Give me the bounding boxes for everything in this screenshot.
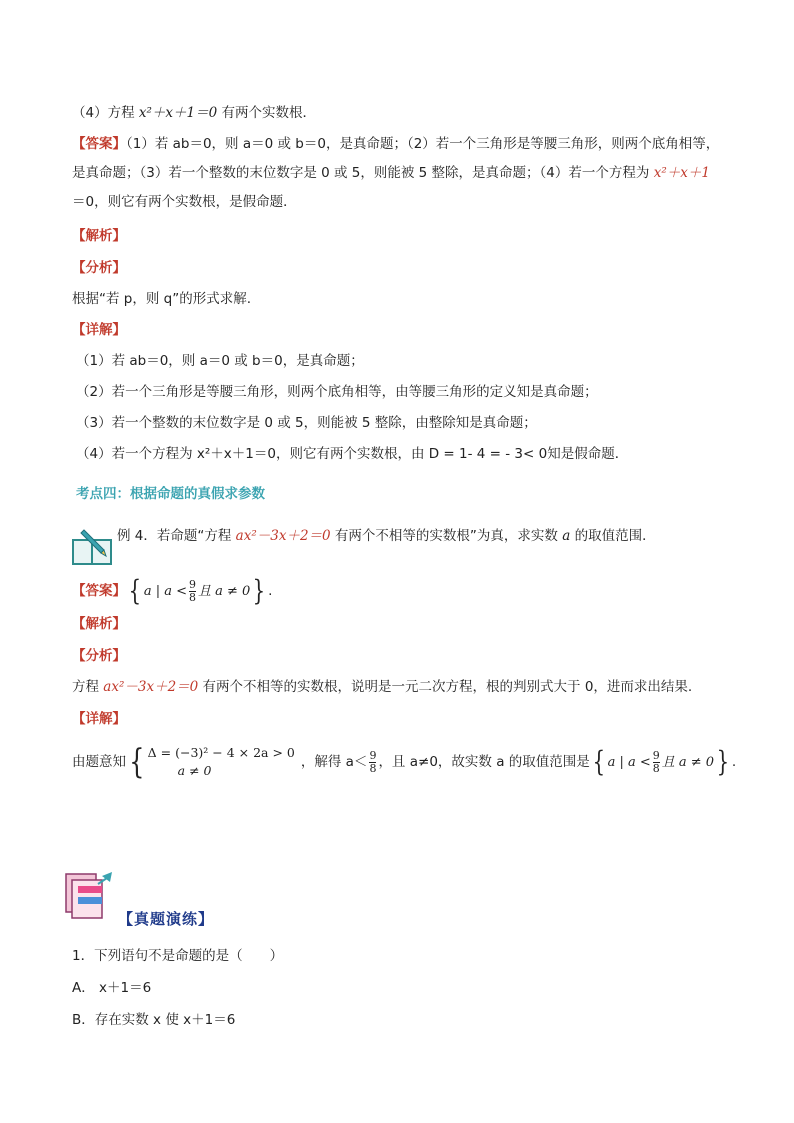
system-row-1: Δ = (−3)² − 4 × 2a > 0 — [147, 745, 295, 760]
answer2-fraction — [189, 579, 196, 604]
example-4-tail2: 的取值范围． — [570, 528, 656, 544]
fenxi-tag: 【分析】 — [72, 260, 126, 276]
system-row-2: a ≠ 0 — [177, 763, 212, 778]
fenxi2-line — [72, 677, 732, 697]
jiexi-tag: 【解析】 — [72, 228, 126, 244]
example-4-line — [117, 526, 737, 546]
fenxi2-a: 方程 — [72, 679, 104, 695]
section-title: 考点四：根据命题的真假求参数 — [76, 486, 265, 502]
detail2-fraction — [369, 750, 376, 775]
example-4-label: 例 4．若命题“方程 — [117, 528, 236, 544]
fraction-denominator: 8 — [652, 761, 660, 775]
exam-papers-icon — [64, 870, 116, 924]
detail2-line — [72, 742, 737, 786]
answer-text-3: ＝0，则它有两个实数根，是假命题． — [72, 194, 297, 210]
detail-1: （1）若 ab＝0，则 a＝0 或 b＝0，是真命题； — [76, 353, 364, 369]
equation-system — [148, 744, 295, 780]
fenxi-text: 根据“若 p，则 q”的形式求解. — [72, 291, 251, 307]
answer2-tag: 【答案】 — [72, 583, 126, 599]
detail-4: （4）若一个方程为 x²＋x＋1＝0，则它有两个实数根，由 D = 1- 4 = - 3< 0知是假命题． — [76, 446, 629, 462]
left-brace-icon: { — [128, 574, 142, 607]
answer2-set-right: 且 a ≠ 0 — [198, 584, 251, 599]
item-4-label: （4）方程 — [72, 105, 139, 121]
fenxi2-b: 有两个不相等的实数根，说明是一元二次方程，根的判别式大于 0，进而求出结果. — [198, 679, 693, 695]
answer-equation: x²＋x＋1 — [653, 165, 710, 181]
option-a-text: A． x＋1＝6 — [72, 980, 152, 996]
fraction-denominator: 8 — [369, 761, 377, 775]
pencil-book-icon — [70, 526, 116, 572]
fraction-numerator: 9 — [189, 577, 196, 591]
detail2-set-right: 且 a ≠ 0 — [661, 755, 715, 770]
option-a — [72, 978, 732, 998]
detail-3: （3）若一个整数的末位数字是 0 或 5，则能被 5 整除，由整除知是真命题； — [76, 415, 537, 431]
example-4-equation: ax²－3x＋2＝0 — [235, 528, 331, 544]
option-b-text: B．存在实数 x 使 x＋1＝6 — [72, 1012, 236, 1028]
answer-text-1: （1）若 ab＝0，则 a＝0 或 b＝0，是真命题；（2）若一个三角形是等腰三角形，则两个底角相等， — [126, 136, 720, 152]
detail2-set-left: a | a < — [607, 755, 651, 770]
left-brace-icon: { — [592, 745, 605, 778]
xiangjie2-tag: 【详解】 — [72, 711, 126, 727]
example-4-var: a — [562, 528, 571, 544]
answer2-set-left: a | a < — [143, 584, 187, 599]
fraction-numerator: 9 — [369, 748, 377, 762]
system-brace-icon: { — [129, 742, 145, 782]
jiexi2-tag: 【解析】 — [72, 616, 126, 632]
answer-tag: 【答案】 — [72, 136, 126, 152]
fenxi2-equation: ax²－3x＋2＝0 — [103, 679, 199, 695]
item-4-tail: 有两个实数根． — [217, 105, 317, 121]
detail2-fraction-2 — [653, 750, 660, 775]
option-b — [72, 1010, 732, 1030]
detail2-end: . — [731, 754, 737, 770]
detail2-mid2: ，且 a≠0，故实数 a 的取值范围是 — [378, 754, 590, 770]
detail2-prefix: 由题意知 — [72, 754, 126, 770]
answer2-line — [72, 576, 732, 607]
item-4-equation: x²＋x＋1＝0 — [138, 105, 218, 121]
fenxi2-tag: 【分析】 — [72, 648, 126, 664]
answer2-end: . — [268, 583, 273, 599]
xiangjie-tag: 【详解】 — [72, 322, 126, 338]
fraction-numerator: 9 — [652, 748, 660, 762]
practice-title: 【真题演练】 — [118, 910, 215, 928]
detail-2: （2）若一个三角形是等腰三角形，则两个底角相等，由等腰三角形的定义知是真命题； — [76, 384, 598, 400]
example-4-tail: 有两个不相等的实数根”为真，求实数 — [330, 528, 563, 544]
fraction-denominator: 8 — [189, 590, 196, 604]
answer-line-1 — [72, 134, 732, 154]
question-1: 1．下列语句不是命题的是（ ） — [72, 948, 284, 964]
detail2-mid: ，解得 a＜ — [300, 754, 368, 770]
answer-text-2: 是真命题；（3）若一个整数的末位数字是 0 或 5，则能被 5 整除，是真命题；（4）若一个方程为 — [72, 165, 654, 181]
answer-line-2 — [72, 163, 732, 183]
right-brace-icon: } — [252, 574, 266, 607]
answer-line-3 — [72, 192, 732, 212]
right-brace-icon: } — [716, 745, 730, 778]
item-4-line — [72, 103, 732, 123]
